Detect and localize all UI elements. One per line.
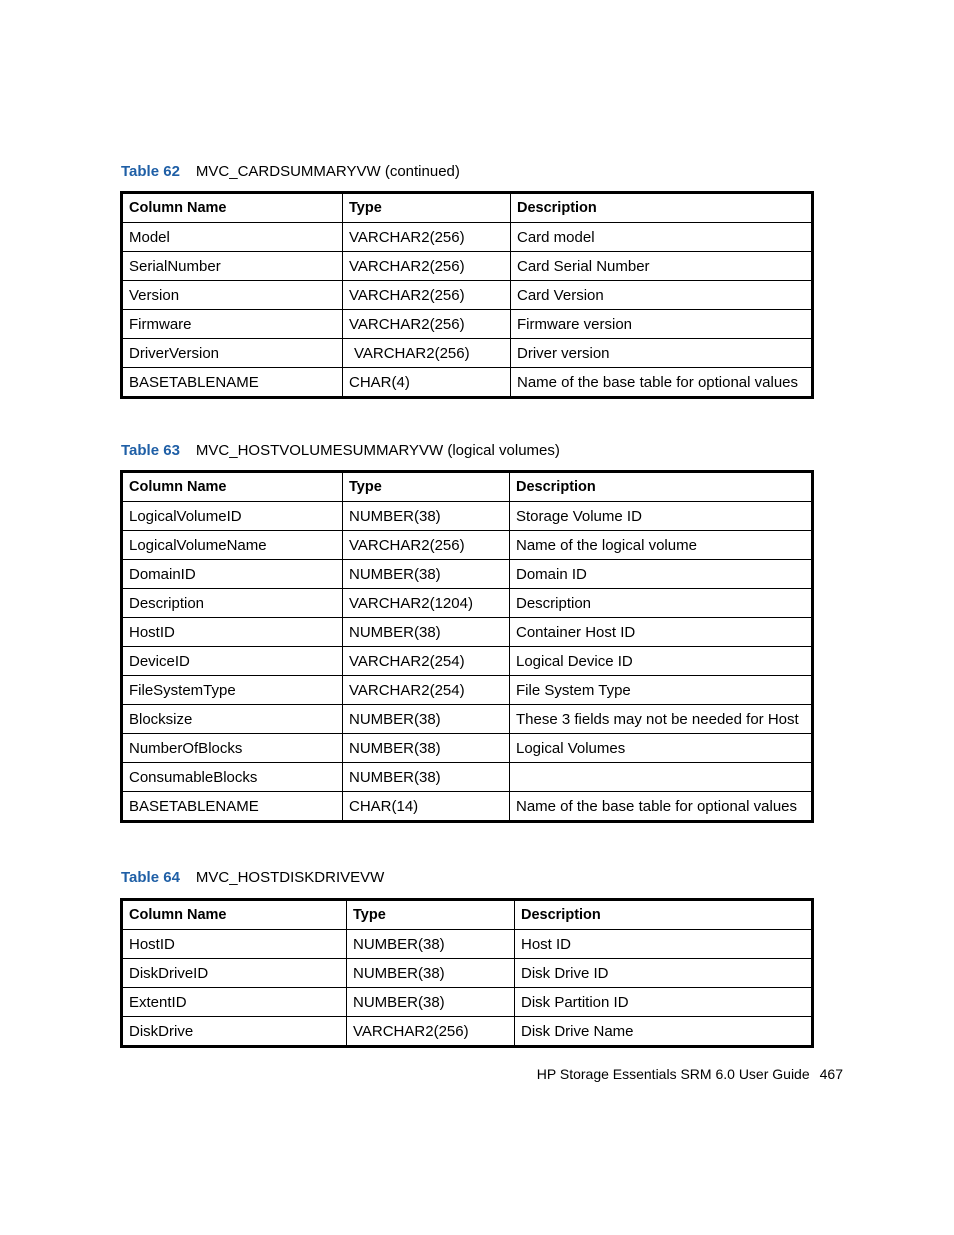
cell-column-name: Description: [122, 589, 343, 618]
cell-type: NUMBER(38): [347, 930, 515, 959]
table-row: [122, 734, 813, 763]
table-header-row: [122, 193, 813, 223]
cell-description: Name of the base table for optional values: [510, 792, 813, 822]
table-title: MVC_CARDSUMMARYVW (continued): [195, 163, 460, 180]
cell-type: NUMBER(38): [343, 734, 510, 763]
header-description: Description: [511, 193, 813, 223]
cell-type: NUMBER(38): [347, 988, 515, 1017]
table-row: [122, 531, 813, 560]
table-row: [122, 281, 813, 310]
page-footer: [537, 1066, 843, 1082]
cell-type: VARCHAR2(256): [343, 339, 511, 368]
cell-description: Disk Drive ID: [515, 959, 813, 988]
cell-description: Disk Drive Name: [515, 1017, 813, 1047]
cell-column-name: ConsumableBlocks: [122, 763, 343, 792]
header-description: Description: [515, 900, 813, 930]
cell-type: VARCHAR2(256): [343, 252, 511, 281]
cell-column-name: SerialNumber: [122, 252, 343, 281]
cell-description: Domain ID: [510, 560, 813, 589]
table-row: [122, 988, 813, 1017]
cell-column-name: DomainID: [122, 560, 343, 589]
header-description: Description: [510, 472, 813, 502]
cell-column-name: FileSystemType: [122, 676, 343, 705]
table-row: [122, 763, 813, 792]
table-row: [122, 618, 813, 647]
header-column-name: Column Name: [122, 472, 343, 502]
header-column-name: Column Name: [122, 193, 343, 223]
table-row: [122, 959, 813, 988]
cell-type: NUMBER(38): [347, 959, 515, 988]
table-row: [122, 310, 813, 339]
cell-column-name: NumberOfBlocks: [122, 734, 343, 763]
cell-type: VARCHAR2(254): [343, 676, 510, 705]
cell-type: VARCHAR2(256): [343, 281, 511, 310]
header-type: Type: [343, 193, 511, 223]
cell-column-name: LogicalVolumeID: [122, 502, 343, 531]
cell-description: Card model: [511, 223, 813, 252]
table-row: [122, 705, 813, 734]
table-row: [122, 589, 813, 618]
table-row: [122, 252, 813, 281]
cell-description: Description: [510, 589, 813, 618]
cell-description: Logical Volumes: [510, 734, 813, 763]
cell-description: Logical Device ID: [510, 647, 813, 676]
cell-type: NUMBER(38): [343, 705, 510, 734]
table-64-caption: [121, 868, 384, 888]
table-62-caption: [121, 162, 460, 182]
cell-column-name: Model: [122, 223, 343, 252]
header-type: Type: [347, 900, 515, 930]
cell-description: Name of the logical volume: [510, 531, 813, 560]
cell-description: Firmware version: [511, 310, 813, 339]
table-63: [120, 470, 814, 823]
cell-column-name: HostID: [122, 930, 347, 959]
header-column-name: Column Name: [122, 900, 347, 930]
cell-type: NUMBER(38): [343, 618, 510, 647]
table-row: [122, 223, 813, 252]
table-row: [122, 368, 813, 398]
table-63-caption: [121, 441, 560, 461]
cell-type: NUMBER(38): [343, 502, 510, 531]
cell-description: Container Host ID: [510, 618, 813, 647]
cell-type: NUMBER(38): [343, 560, 510, 589]
table-header-row: [122, 900, 813, 930]
cell-type: CHAR(14): [343, 792, 510, 822]
cell-type: VARCHAR2(256): [347, 1017, 515, 1047]
table-row: [122, 339, 813, 368]
cell-column-name: DiskDriveID: [122, 959, 347, 988]
cell-column-name: Firmware: [122, 310, 343, 339]
cell-column-name: ExtentID: [122, 988, 347, 1017]
table-row: [122, 930, 813, 959]
page-number: 467: [819, 1066, 843, 1082]
table-title: MVC_HOSTVOLUMESUMMARYVW (logical volumes): [195, 442, 560, 459]
table-header-row: [122, 472, 813, 502]
cell-description: Host ID: [515, 930, 813, 959]
cell-column-name: DriverVersion: [122, 339, 343, 368]
table-label: Table 64: [121, 869, 180, 886]
cell-column-name: HostID: [122, 618, 343, 647]
cell-column-name: Version: [122, 281, 343, 310]
cell-column-name: Blocksize: [122, 705, 343, 734]
table-row: [122, 676, 813, 705]
table-label: Table 63: [121, 442, 180, 459]
cell-column-name: BASETABLENAME: [122, 792, 343, 822]
cell-type: NUMBER(38): [343, 763, 510, 792]
cell-description: Card Version: [511, 281, 813, 310]
cell-column-name: LogicalVolumeName: [122, 531, 343, 560]
table-title: MVC_HOSTDISKDRIVEVW: [195, 869, 385, 886]
table-row: [122, 1017, 813, 1047]
cell-type: VARCHAR2(1204): [343, 589, 510, 618]
table-row: [122, 560, 813, 589]
cell-type: CHAR(4): [343, 368, 511, 398]
table-64: [120, 898, 814, 1048]
cell-description: File System Type: [510, 676, 813, 705]
cell-description: Driver version: [511, 339, 813, 368]
cell-type: VARCHAR2(256): [343, 223, 511, 252]
table-62: [120, 191, 814, 399]
table-row: [122, 502, 813, 531]
cell-description: Name of the base table for optional values: [511, 368, 813, 398]
cell-description: Storage Volume ID: [510, 502, 813, 531]
cell-description: These 3 fields may not be needed for Host: [510, 705, 813, 734]
cell-column-name: DiskDrive: [122, 1017, 347, 1047]
cell-type: VARCHAR2(256): [343, 310, 511, 339]
cell-column-name: DeviceID: [122, 647, 343, 676]
cell-description: Card Serial Number: [511, 252, 813, 281]
table-row: [122, 647, 813, 676]
table-label: Table 62: [121, 163, 180, 180]
cell-description: [510, 763, 813, 792]
guide-title: HP Storage Essentials SRM 6.0 User Guide: [536, 1066, 810, 1082]
cell-type: VARCHAR2(256): [343, 531, 510, 560]
table-row: [122, 792, 813, 822]
cell-type: VARCHAR2(254): [343, 647, 510, 676]
header-type: Type: [343, 472, 510, 502]
cell-description: Disk Partition ID: [515, 988, 813, 1017]
cell-column-name: BASETABLENAME: [122, 368, 343, 398]
